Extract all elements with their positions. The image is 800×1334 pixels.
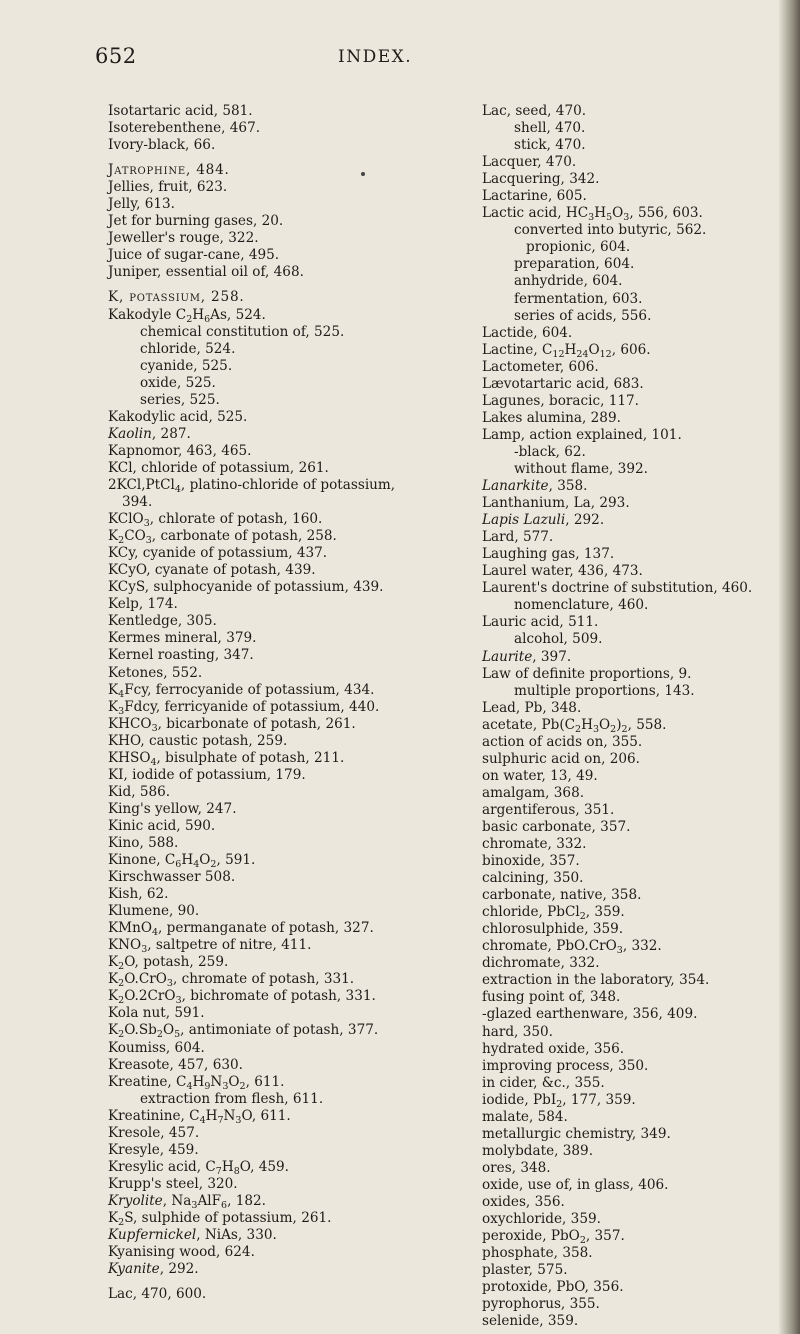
right-index-entry: chloride, PbCl$_2$, 359. — [482, 904, 625, 923]
section-gap — [108, 281, 468, 289]
left-index-entry: Kresole, 457. — [108, 1124, 200, 1141]
left-index-entry: Jeweller's rouge, 322. — [108, 230, 259, 247]
left-index-entry: Kermes mineral, 379. — [108, 630, 257, 647]
right-index-entry: acetate, $Pb(C_2H_3O_2)_2$, 558. — [482, 716, 667, 735]
left-index-entry: Kish, 62. — [108, 886, 169, 903]
left-index-entry: extraction from flesh, 611. — [140, 1090, 324, 1107]
left-index-entry: Krupp's steel, 320. — [108, 1175, 238, 1192]
right-index-entry: Lamp, action explained, 101. — [482, 426, 682, 443]
left-index-entry: K, potassium, 258. — [108, 289, 245, 306]
page-edge-shadow — [778, 0, 800, 1334]
right-index-entry: stick, 470. — [514, 137, 586, 154]
right-index-entry: metallurgic chemistry, 349. — [482, 1125, 671, 1142]
left-index-entry: King's yellow, 247. — [108, 800, 237, 817]
left-index-entry: Koumiss, 604. — [108, 1039, 205, 1056]
right-index-entry: iodide, PbI$_2$, 177, 359. — [482, 1091, 636, 1110]
right-index-entry: basic carbonate, 357. — [482, 818, 631, 835]
right-index-entry: Laughing gas, 137. — [482, 546, 615, 563]
left-index-entry: Kyanite, 292. — [108, 1261, 199, 1278]
left-index-entry: $K_3Fdcy$, ferricyanide of potassium, 440. — [108, 698, 380, 717]
right-index-entry: Lac, seed, 470. — [482, 103, 587, 119]
left-index-entry: Isoterebenthene, 467. — [108, 120, 261, 137]
right-index-entry: Laurite, 397. — [482, 648, 572, 665]
left-index-entry: Kakodyle $C_2H_6As$, 524. — [108, 306, 266, 325]
left-index-entry: Jatrophine, 484. — [108, 162, 230, 179]
left-index-entry: Kakodylic acid, 525. — [108, 408, 248, 425]
right-index-entry: fermentation, 603. — [514, 290, 643, 307]
right-index-entry: Lagunes, boracic, 117. — [482, 392, 639, 409]
left-index-entry: Kresyle, 459. — [108, 1141, 199, 1158]
right-index-entry: Lead, Pb, 348. — [482, 699, 582, 716]
index-column-right — [482, 103, 782, 1330]
left-index-entry: oxide, 525. — [140, 374, 216, 391]
left-index-entry: chloride, 524. — [140, 340, 236, 357]
left-index-entry: $K_2O$, potash, 259. — [108, 954, 229, 973]
right-index-entry: Lactic acid, $HC_3H_5O_3$, 556, 603. — [482, 205, 703, 224]
left-index-entry: chemical constitution of, 525. — [140, 323, 345, 340]
right-index-entry: Lanthanium, La, 293. — [482, 495, 630, 512]
right-index-entry: oxide, use of, in glass, 406. — [482, 1176, 669, 1193]
right-index-entry: Lactide, 604. — [482, 324, 573, 341]
left-index-entry: $KNO_3$, saltpetre of nitre, 411. — [108, 937, 312, 956]
right-index-entry: chlorosulphide, 359. — [482, 921, 624, 938]
left-index-entry: 2KCl,PtCl$_4$, platino-chloride of potassium, — [108, 476, 396, 495]
left-index-entry: Kreatinine, $C_4H_7N_3O$, 611. — [108, 1107, 291, 1126]
left-index-entry: Kino, 588. — [108, 834, 179, 851]
left-index-entry: Kreatine, $C_4H_9N_3O_2$, 611. — [108, 1073, 285, 1092]
left-index-entry: Ketones, 552. — [108, 664, 203, 681]
right-index-entry: Laurel water, 436, 473. — [482, 563, 643, 580]
right-index-entry: pyrophorus, 355. — [482, 1296, 600, 1313]
right-index-entry: preparation, 604. — [514, 256, 635, 273]
left-index-entry: series, 525. — [140, 391, 220, 408]
right-index-entry: Law of definite proportions, 9. — [482, 665, 692, 682]
right-index-entry: oxychloride, 359. — [482, 1211, 601, 1228]
right-index-entry: Lakes alumina, 289. — [482, 409, 621, 426]
right-index-entry: Lactometer, 606. — [482, 358, 599, 375]
left-index-entry: KCy, cyanide of potassium, 437. — [108, 545, 328, 562]
section-gap — [108, 154, 468, 162]
right-index-entry: calcining, 350. — [482, 870, 584, 887]
right-index-entry: extraction in the laboratory, 354. — [482, 972, 710, 989]
left-index-entry: KCyO, cyanate of potash, 439. — [108, 562, 316, 579]
left-index-entry: Kapnomor, 463, 465. — [108, 442, 252, 459]
left-index-entry: Kupfernickel, NiAs, 330. — [108, 1227, 277, 1244]
left-index-entry: Kinone, $C_6H_4O_2$, 591. — [108, 852, 256, 871]
left-index-entry: Kola nut, 591. — [108, 1005, 205, 1022]
index-column-left — [108, 103, 468, 1303]
right-index-entry: selenide, 359. — [482, 1313, 579, 1330]
left-index-entry: $K_2O.Sb_2O_5$, antimoniate of potash, 377. — [108, 1022, 379, 1041]
right-index-entry: nomenclature, 460. — [514, 597, 649, 614]
running-head: INDEX. — [338, 47, 413, 67]
right-index-entry: ores, 348. — [482, 1159, 551, 1176]
left-index-entry: $K_2O.2CrO_3$, bichromate of potash, 331. — [108, 988, 376, 1007]
left-index-entry: cyanide, 525. — [140, 357, 233, 374]
left-index-entry: $KHCO_3$, bicarbonate of potash, 261. — [108, 715, 356, 734]
left-index-entry: KCl, chloride of potassium, 261. — [108, 459, 329, 476]
right-index-entry: Lauric acid, 511. — [482, 614, 599, 631]
right-index-entry: plaster, 575. — [482, 1262, 568, 1279]
right-index-entry: propionic, 604. — [526, 239, 631, 256]
right-index-entry: Lactarine, 605. — [482, 188, 587, 205]
left-index-entry: Kirschwasser 508. — [108, 869, 236, 886]
right-index-entry: Lapis Lazuli, 292. — [482, 512, 605, 529]
left-index-entry: Lac, 470, 600. — [108, 1286, 207, 1303]
right-index-entry: protoxide, PbO, 356. — [482, 1279, 624, 1296]
right-index-entry: hard, 350. — [482, 1023, 553, 1040]
left-index-entry: KCyS, sulphocyanide of potassium, 439. — [108, 579, 384, 596]
right-index-entry: Lard, 577. — [482, 529, 554, 546]
right-index-entry: improving process, 350. — [482, 1057, 649, 1074]
right-index-entry: sulphuric acid on, 206. — [482, 750, 641, 767]
right-index-entry: chromate, PbO.CrO$_3$, 332. — [482, 938, 662, 957]
right-index-entry: Lactine, $C_{12}H_{24}O_{12}$, 606. — [482, 341, 651, 360]
right-index-entry: Lacquering, 342. — [482, 171, 600, 188]
left-index-entry: 394. — [122, 494, 153, 511]
right-index-entry: on water, 13, 49. — [482, 767, 598, 784]
right-index-entry: molybdate, 389. — [482, 1142, 594, 1159]
left-index-entry: Kryolite, $Na_3AlF_6$, 182. — [108, 1192, 267, 1211]
left-index-entry: $K_2S$, sulphide of potassium, 261. — [108, 1210, 332, 1228]
right-index-entry: Laurent's doctrine of substitution, 460. — [482, 580, 753, 597]
right-index-entry: action of acids on, 355. — [482, 733, 643, 750]
right-index-entry: shell, 470. — [514, 120, 586, 137]
left-index-entry: Kid, 586. — [108, 783, 171, 800]
left-index-entry: Juniper, essential oil of, 468. — [108, 264, 304, 281]
right-index-entry: -black, 62. — [514, 443, 586, 460]
left-index-entry: $K_4Fcy$, ferrocyanide of potassium, 434. — [108, 681, 375, 700]
left-index-entry: Kentledge, 305. — [108, 613, 217, 630]
left-index-entry: KMnO$_4$, permanganate of potash, 327. — [108, 920, 374, 939]
right-index-entry: series of acids, 556. — [514, 307, 652, 324]
right-index-entry: alcohol, 509. — [514, 631, 603, 648]
left-index-entry: Juice of sugar-cane, 495. — [108, 247, 280, 264]
left-index-entry: Kernel roasting, 347. — [108, 647, 254, 664]
left-index-entry: Kaolin, 287. — [108, 425, 191, 442]
left-index-entry: Jet for burning gases, 20. — [108, 213, 284, 230]
left-index-entry: Jelly, 613. — [108, 196, 175, 213]
left-index-entry: $KHSO_4$, bisulphate of potash, 211. — [108, 749, 345, 768]
right-index-entry: Lacquer, 470. — [482, 154, 577, 171]
left-index-entry: Kinic acid, 590. — [108, 817, 216, 834]
right-index-entry: multiple proportions, 143. — [514, 682, 695, 699]
left-index-entry: Ivory-black, 66. — [108, 137, 216, 154]
right-index-entry: Lanarkite, 358. — [482, 478, 588, 495]
right-index-entry: peroxide, PbO$_2$, 357. — [482, 1228, 625, 1247]
right-index-entry: amalgam, 368. — [482, 784, 585, 801]
left-index-entry: $K_2CO_3$, carbonate of potash, 258. — [108, 528, 337, 547]
left-index-entry: Kresylic acid, $C_7H_8O$, 459. — [108, 1158, 290, 1177]
right-index-entry: malate, 584. — [482, 1108, 568, 1125]
right-index-entry: argentiferous, 351. — [482, 801, 615, 818]
right-index-entry: without flame, 392. — [514, 460, 648, 477]
left-index-entry: KHO, caustic potash, 259. — [108, 732, 288, 749]
right-index-entry: Lævotartaric acid, 683. — [482, 375, 644, 392]
right-index-entry: in cider, &c., 355. — [482, 1074, 605, 1091]
right-index-entry: carbonate, native, 358. — [482, 887, 642, 904]
right-index-entry: converted into butyric, 562. — [514, 222, 707, 239]
left-index-entry: Isotartaric acid, 581. — [108, 103, 253, 119]
left-index-entry: Kyanising wood, 624. — [108, 1244, 255, 1261]
right-index-entry: hydrated oxide, 356. — [482, 1040, 625, 1057]
page-number: 652 — [95, 44, 137, 68]
left-index-entry: $K_2O.CrO_3$, chromate of potash, 331. — [108, 971, 355, 990]
right-index-entry: phosphate, 358. — [482, 1245, 593, 1262]
section-gap — [108, 1278, 468, 1286]
left-index-entry: Klumene, 90. — [108, 903, 200, 920]
right-index-entry: chromate, 332. — [482, 836, 587, 853]
left-index-entry: Jellies, fruit, 623. — [108, 179, 228, 196]
left-index-entry: Kreasote, 457, 630. — [108, 1056, 243, 1073]
right-index-entry: oxides, 356. — [482, 1194, 565, 1210]
left-index-entry: KI, iodide of potassium, 179. — [108, 766, 306, 783]
right-index-entry: binoxide, 357. — [482, 853, 580, 870]
right-index-entry: anhydride, 604. — [514, 273, 623, 290]
left-index-entry: KClO$_3$, chlorate of potash, 160. — [108, 511, 323, 530]
right-index-entry: fusing point of, 348. — [482, 989, 621, 1006]
left-index-entry: Kelp, 174. — [108, 596, 178, 613]
right-index-entry: dichromate, 332. — [482, 955, 600, 972]
right-index-entry: -glazed earthenware, 356, 409. — [482, 1006, 698, 1023]
